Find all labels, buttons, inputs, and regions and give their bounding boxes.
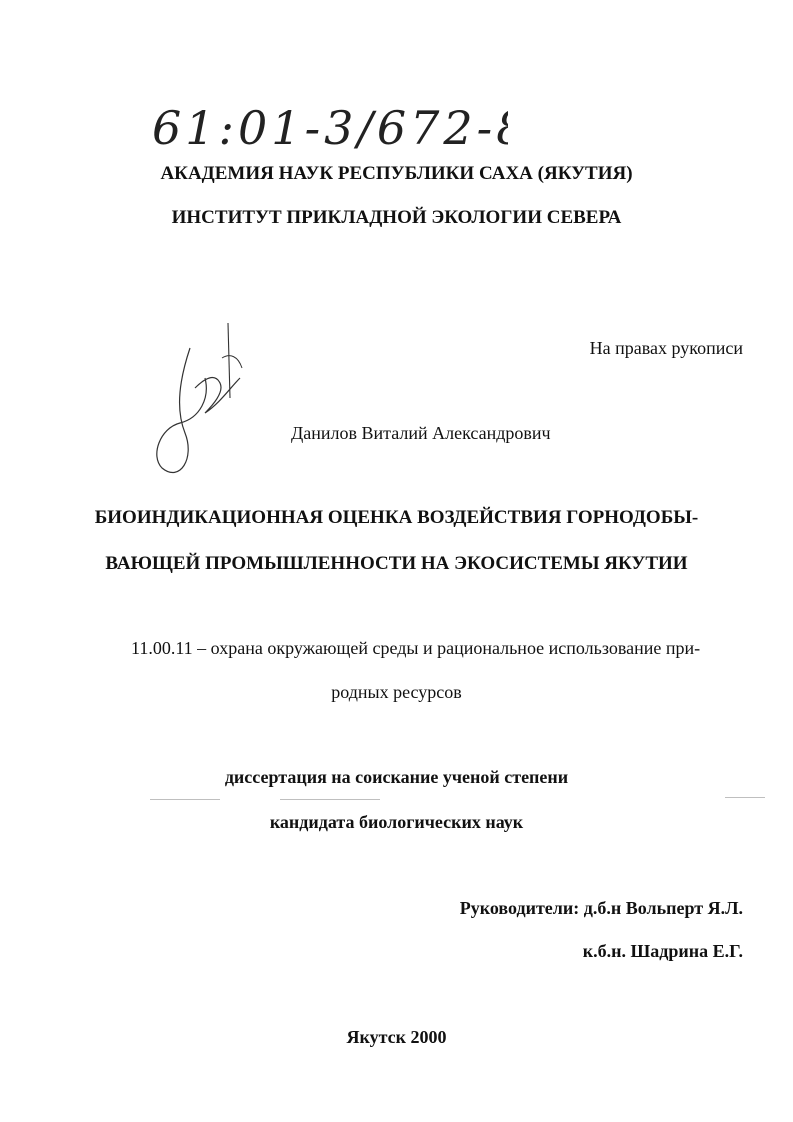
academy-heading: АКАДЕМИЯ НАУК РЕСПУБЛИКИ САХА (ЯКУТИЯ) (160, 163, 633, 184)
handwritten-archive-code-drawing (148, 92, 508, 162)
dissertation-line-2: кандидата биологических наук (269, 812, 524, 832)
scan-artifact (150, 799, 220, 800)
scan-artifact (280, 799, 380, 800)
signature-drawing (150, 318, 250, 488)
city-year: Якутск 2000 (346, 1027, 447, 1047)
advisors-line-2: к.б.н. Шадрина Е.Г. (582, 941, 743, 961)
handwritten-archive-code (148, 92, 508, 162)
institute-heading: ИНСТИТУТ ПРИКЛАДНОЙ ЭКОЛОГИИ СЕВЕРА (171, 207, 622, 228)
archive-code-text: 61:01-3/672-8 (152, 101, 508, 155)
scan-artifact (725, 797, 765, 798)
specialty-line-2: родных ресурсов (331, 682, 462, 702)
specialty-line-1: 11.00.11 – охрана окружающей среды и рациональное использование при- (131, 638, 701, 658)
title-line-2: ВАЮЩЕЙ ПРОМЫШЛЕННОСТИ НА ЭКОСИСТЕМЫ ЯКУТИИ (105, 553, 688, 574)
title-line-1: БИОИНДИКАЦИОННАЯ ОЦЕНКА ВОЗДЕЙСТВИЯ ГОРНОДОБЫ- (94, 507, 699, 528)
signature (150, 318, 250, 488)
dissertation-line-1: диссертация на соискание ученой степени (224, 767, 569, 787)
author-name: Данилов Виталий Александрович (291, 423, 551, 443)
rights-note: На правах рукописи (589, 338, 743, 358)
advisors-line-1: Руководители: д.б.н Вольперт Я.Л. (459, 898, 743, 918)
